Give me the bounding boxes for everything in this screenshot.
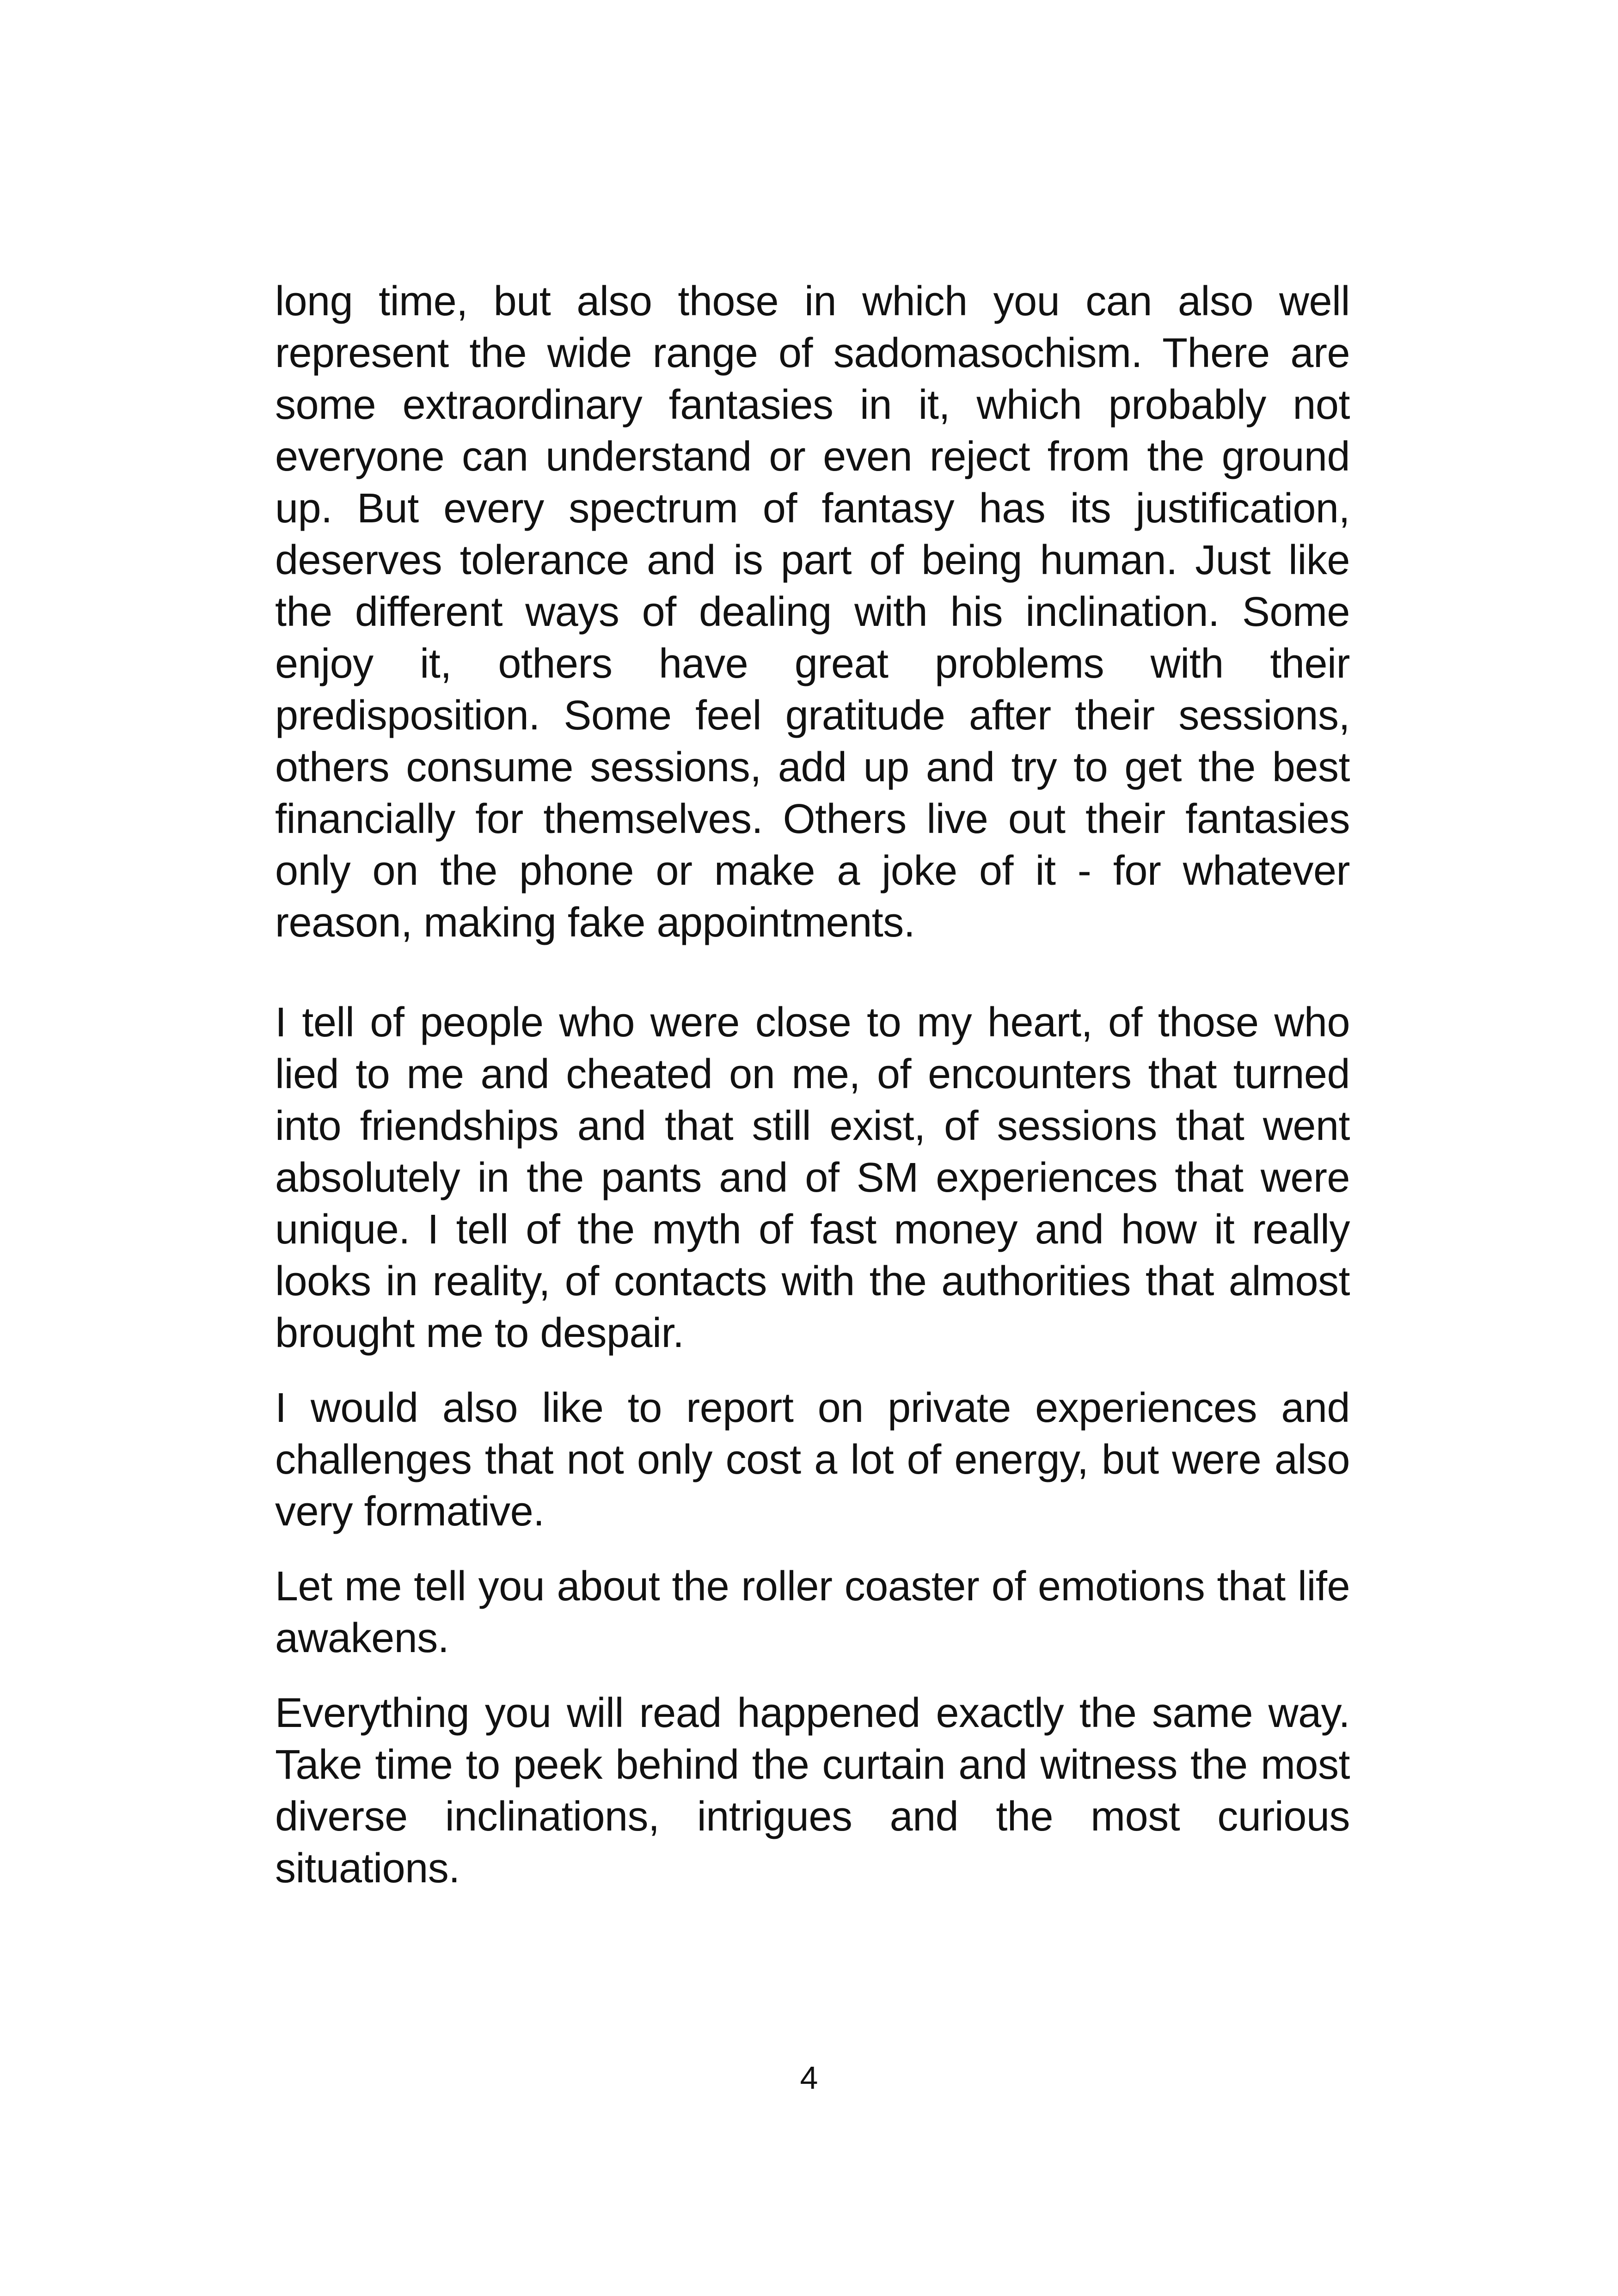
paragraph-2: I tell of people who were close to my heart, of those who lied to me and cheated on me, of encounters that turned into friendships and that still exist, of sessions that went absolutely in the pants and of SM experiences that were unique. I tell of the myth of fast money and how it really looks in reality, of contacts with the authorities that almost brought me to despair.	[275, 999, 1350, 1356]
paragraph-5: Everything you will read happened exactly the same way. Take time to peek behind the curtain and witness the most diverse inclinations, intrigues and the most curious situations.	[275, 1690, 1350, 1892]
paragraph-4: Let me tell you about the roller coaster of emotions that life awakens.	[275, 1563, 1350, 1661]
page-number: 4	[800, 2060, 818, 2096]
paragraph-1: long time, but also those in which you can also well represent the wide range of sadomasochism. There are some extraordinary fantasies in it, which probably not everyone can understand or even reject from the ground up. But every spectrum of fantasy has its justification, deserves tolerance and is part of being human. Just like the different ways of dealing with his inclination. Some enjoy it, others have great problems with their predisposition. Some feel gratitude after their sessions, others consume sessions, add up and try to get the best financially for themselves. Others live out their fantasies only on the phone or make a joke of it - for whatever reason, making fake appointments.	[275, 278, 1350, 946]
paragraph-3: I would also like to report on private experiences and challenges that not only cost a lot of energy, but were also very formative.	[275, 1385, 1350, 1535]
text-block-bottom	[275, 997, 1350, 1894]
text-block-top	[275, 276, 1350, 949]
